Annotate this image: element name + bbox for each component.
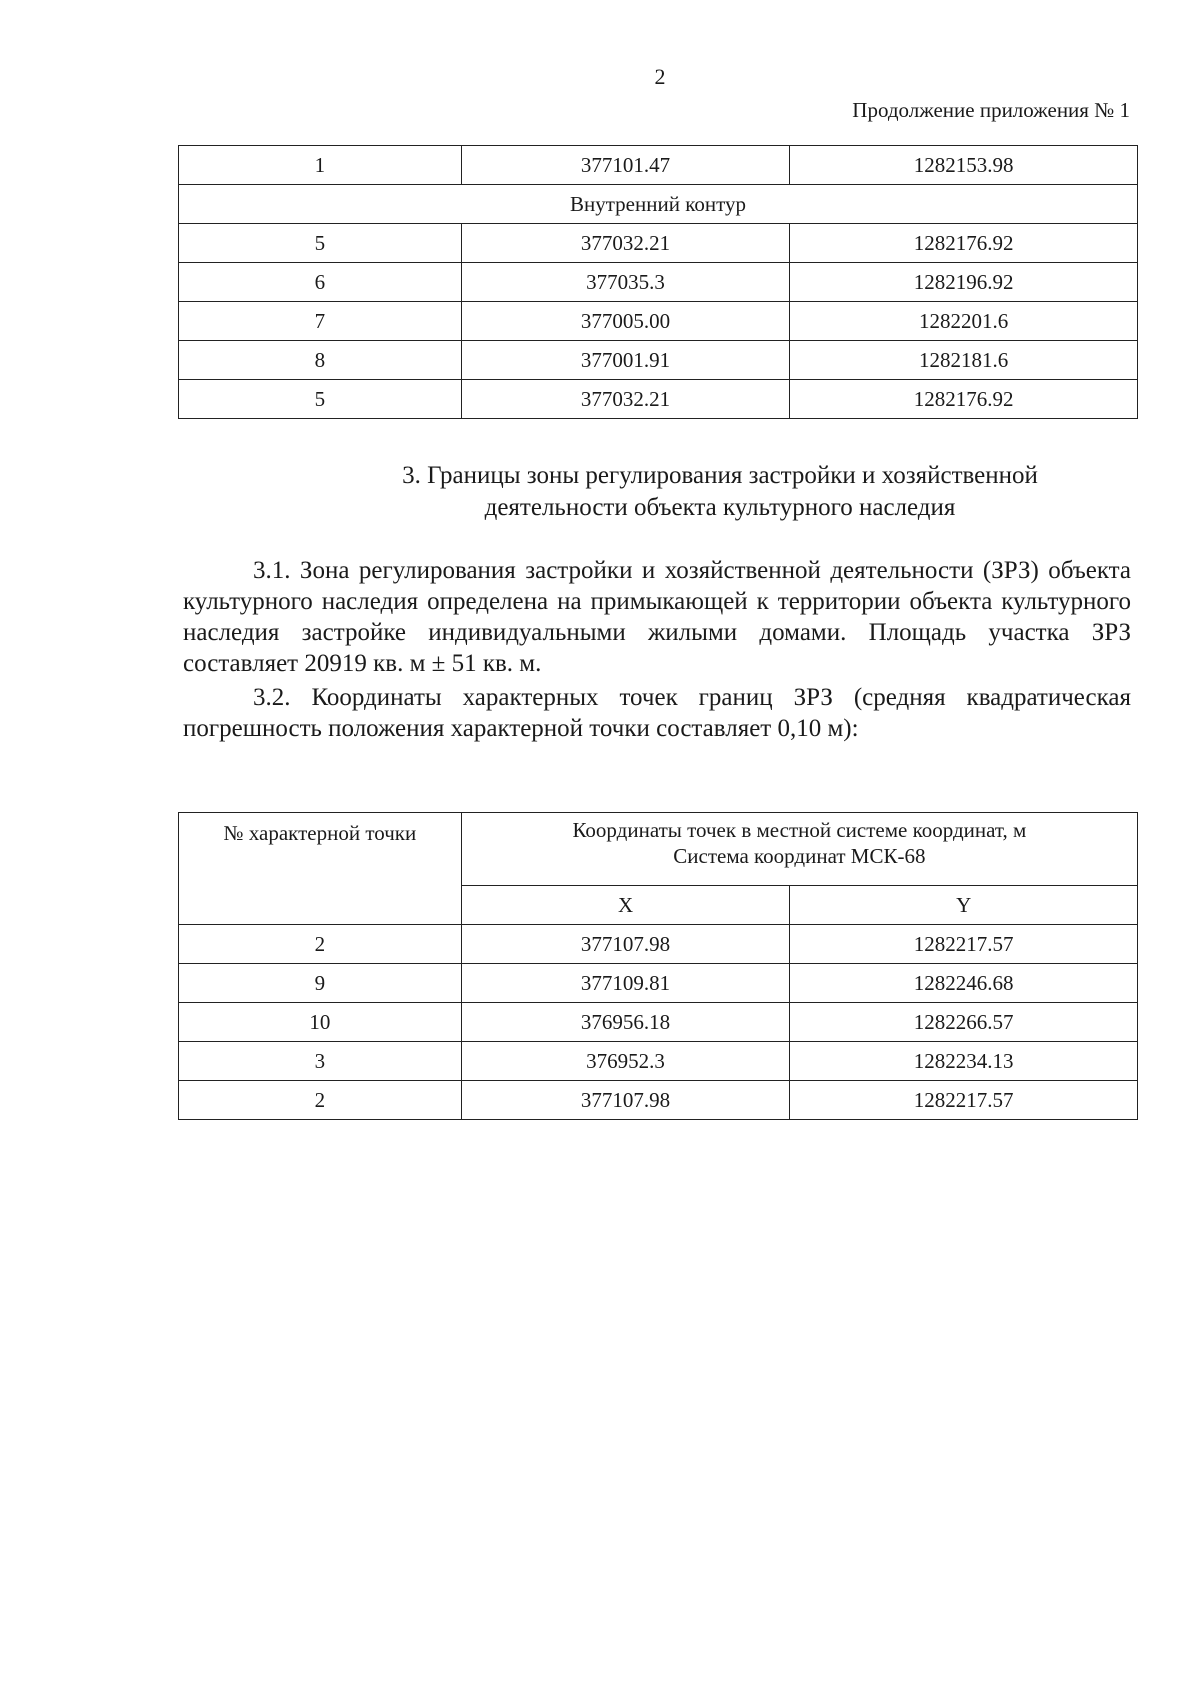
y-coordinate-cell: 1282217.57 [790,925,1138,964]
table-row [179,302,1138,341]
point-number-cell: 10 [179,1003,462,1042]
y-coordinate-cell: 1282176.92 [790,380,1138,419]
x-coordinate-cell: 376956.18 [461,1003,790,1042]
point-number-header: № характерной точки [179,813,462,925]
table-row [179,925,1138,964]
y-coordinate-cell: 1282201.6 [790,302,1138,341]
point-number-cell: 9 [179,964,462,1003]
section-heading-line: 3. Границы зоны регулирования застройки и хозяйственной [402,462,1038,489]
y-coordinate-cell: 1282181.6 [790,341,1138,380]
section-heading-line: деятельности объекта культурного наследия [484,494,956,521]
table-row [179,964,1138,1003]
x-column-header: X [461,886,790,925]
x-coordinate-cell: 377005.00 [461,302,790,341]
point-number-cell: 3 [179,1042,462,1081]
table-row [179,146,1138,185]
section-heading [290,460,1150,524]
inner-contour-row [179,185,1138,224]
table-row [179,224,1138,263]
x-coordinate-cell: 377109.81 [461,964,790,1003]
inner-contour-label: Внутренний контур [179,185,1138,224]
y-coordinate-cell: 1282246.68 [790,964,1138,1003]
x-coordinate-cell: 377032.21 [461,224,790,263]
coordinates-header-line: Координаты точек в местной системе координат, м [572,818,1027,842]
x-coordinate-cell: 377101.47 [461,146,790,185]
table-row [179,263,1138,302]
y-coordinate-cell: 1282176.92 [790,224,1138,263]
point-number-cell: 8 [179,341,462,380]
table-row [179,341,1138,380]
point-number-cell: 6 [179,263,462,302]
paragraph-zrz-description: 3.1. Зона регулирования застройки и хозяйственной деятельности (ЗРЗ) объекта культурного наследия определена на примыкающей к территории объекта культурного наследия застройке индивидуальными жилыми домами. Площадь участка ЗРЗ составляет 20919 кв. м ± 51 кв. м. [183,557,1131,677]
y-coordinate-cell: 1282153.98 [790,146,1138,185]
x-coordinate-cell: 377001.91 [461,341,790,380]
x-coordinate-cell: 377032.21 [461,380,790,419]
inner-contour-coordinates-table [178,145,1138,419]
table-header-row [179,813,1138,886]
point-number-cell: 2 [179,1081,462,1120]
paragraph-zrz-coordinates-intro: 3.2. Координаты характерных точек границ ЗРЗ (средняя квадратическая погрешность положения характерной точки составляет 0,10 м): [183,684,1131,742]
point-number-cell: 1 [179,146,462,185]
coordinates-header [461,813,1137,886]
x-coordinate-cell: 377107.98 [461,1081,790,1120]
appendix-continuation-note: Продолжение приложения № 1 [852,98,1130,122]
zrz-coordinates-table [178,812,1138,1120]
table-row [179,1042,1138,1081]
x-coordinate-cell: 376952.3 [461,1042,790,1081]
table-row [179,380,1138,419]
y-column-header: Y [790,886,1138,925]
y-coordinate-cell: 1282196.92 [790,263,1138,302]
page-number: 2 [654,64,666,89]
y-coordinate-cell: 1282217.57 [790,1081,1138,1120]
table-row [179,1081,1138,1120]
x-coordinate-cell: 377107.98 [461,925,790,964]
point-number-cell: 5 [179,224,462,263]
point-number-cell: 5 [179,380,462,419]
y-coordinate-cell: 1282266.57 [790,1003,1138,1042]
table-row [179,1003,1138,1042]
point-number-cell: 2 [179,925,462,964]
y-coordinate-cell: 1282234.13 [790,1042,1138,1081]
coordinate-system-label: Система координат МСК-68 [673,844,926,868]
x-coordinate-cell: 377035.3 [461,263,790,302]
point-number-cell: 7 [179,302,462,341]
